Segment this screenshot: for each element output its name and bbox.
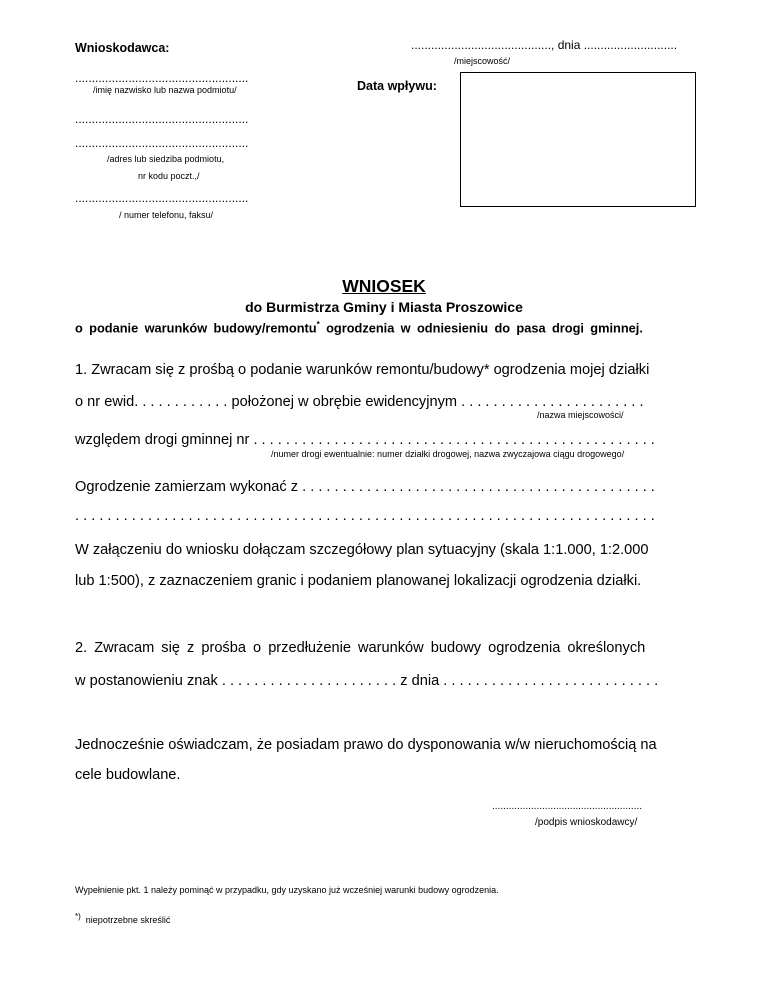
section1-line3[interactable]: względem drogi gminnej nr . . . . . . . . . . . . . . . . . . . . . . . . . . . . . . . . . . . . . . . . . . . . . . . . . . bbox=[75, 432, 655, 448]
received-date-box bbox=[460, 72, 696, 207]
place-hint: /miejscowość/ bbox=[454, 56, 511, 66]
place-date-line[interactable]: .........................................., dnia ............................ bbox=[411, 38, 678, 52]
hint-place: /nazwa miejscowości/ bbox=[537, 410, 624, 420]
hint-road: /numer drogi ewentualnie: numer działki drogowej, nazwa zwyczajowa ciągu drogowego/ bbox=[271, 449, 625, 459]
section2-line2[interactable]: w postanowieniu znak . . . . . . . . . . . . . . . . . . . . . . z dnia . . . . . . . . . . . . . . . . . . . . . . . . . . . bbox=[75, 673, 659, 689]
subject-part1: o podanie warunków budowy/remontu bbox=[75, 320, 317, 336]
address-hint-2: nr kodu poczt.,/ bbox=[138, 171, 200, 181]
title-main: WNIOSEK bbox=[342, 276, 426, 296]
address-hint-1: /adres lub siedziba podmiotu, bbox=[107, 154, 225, 164]
received-date-label: Data wpływu: bbox=[357, 79, 437, 93]
phone-hint: / numer telefonu, faksu/ bbox=[119, 210, 214, 220]
section2-line1: 2. Zwracam się z prośba o przedłużenie warunków budowy ogrodzenia określonych bbox=[75, 640, 646, 656]
address-line-2[interactable]: .................................................... bbox=[75, 136, 249, 150]
name-line[interactable]: .................................................... bbox=[75, 71, 249, 85]
title-addressee: do Burmistrza Gminy i Miasta Proszowice bbox=[245, 299, 523, 315]
footnote-mark: *) bbox=[75, 912, 81, 921]
attachment-line2: lub 1:500), z zaznaczeniem granic i podaniem planowanej lokalizacji ogrodzenia działki. bbox=[75, 573, 642, 589]
section1-line1: 1. Zwracam się z prośbą o podanie warunków remontu/budowy* ogrodzenia mojej działki bbox=[75, 362, 650, 378]
section1-line2[interactable]: o nr ewid. . . . . . . . . . . . położonej w obrębie ewidencyjnym . . . . . . . . . . . . . . . . . . . . . . . bbox=[75, 394, 644, 410]
footer-note: Wypełnienie pkt. 1 należy pominąć w przypadku, gdy uzyskano już wcześniej warunki budowy ogrodzenia. bbox=[75, 885, 499, 895]
section1-line4[interactable]: Ogrodzenie zamierzam wykonać z . . . . . . . . . . . . . . . . . . . . . . . . . . . . . . . . . . . . . . . . . . . . bbox=[75, 479, 655, 495]
footnote bbox=[75, 912, 170, 925]
subject-mark: * bbox=[316, 320, 320, 329]
signature-line[interactable]: ...................................................... bbox=[492, 801, 643, 812]
attachment-line1: W załączeniu do wniosku dołączam szczegółowy plan sytuacyjny (skala 1:1.000, 1:2.000 bbox=[75, 542, 649, 558]
signature-hint: /podpis wnioskodawcy/ bbox=[535, 817, 638, 828]
subject-part2: ogrodzenia w odniesieniu do pasa drogi gminnej. bbox=[319, 320, 643, 336]
title-subject bbox=[75, 320, 643, 335]
section1-line5[interactable]: . . . . . . . . . . . . . . . . . . . . . . . . . . . . . . . . . . . . . . . . . . . . . . . . . . . . . . . . . . . . . . . . . . . . . . . . bbox=[75, 508, 655, 524]
declaration-line2: cele budowlane. bbox=[75, 767, 181, 783]
address-line-1[interactable]: .................................................... bbox=[75, 112, 249, 126]
name-hint: /imię nazwisko lub nazwa podmiotu/ bbox=[93, 85, 237, 95]
phone-line[interactable]: .................................................... bbox=[75, 191, 249, 205]
footnote-text: niepotrzebne skreślić bbox=[85, 915, 171, 925]
declaration-line1: Jednocześnie oświadczam, że posiadam prawo do dysponowania w/w nieruchomością na bbox=[75, 737, 657, 753]
applicant-label: Wnioskodawca: bbox=[75, 41, 170, 55]
